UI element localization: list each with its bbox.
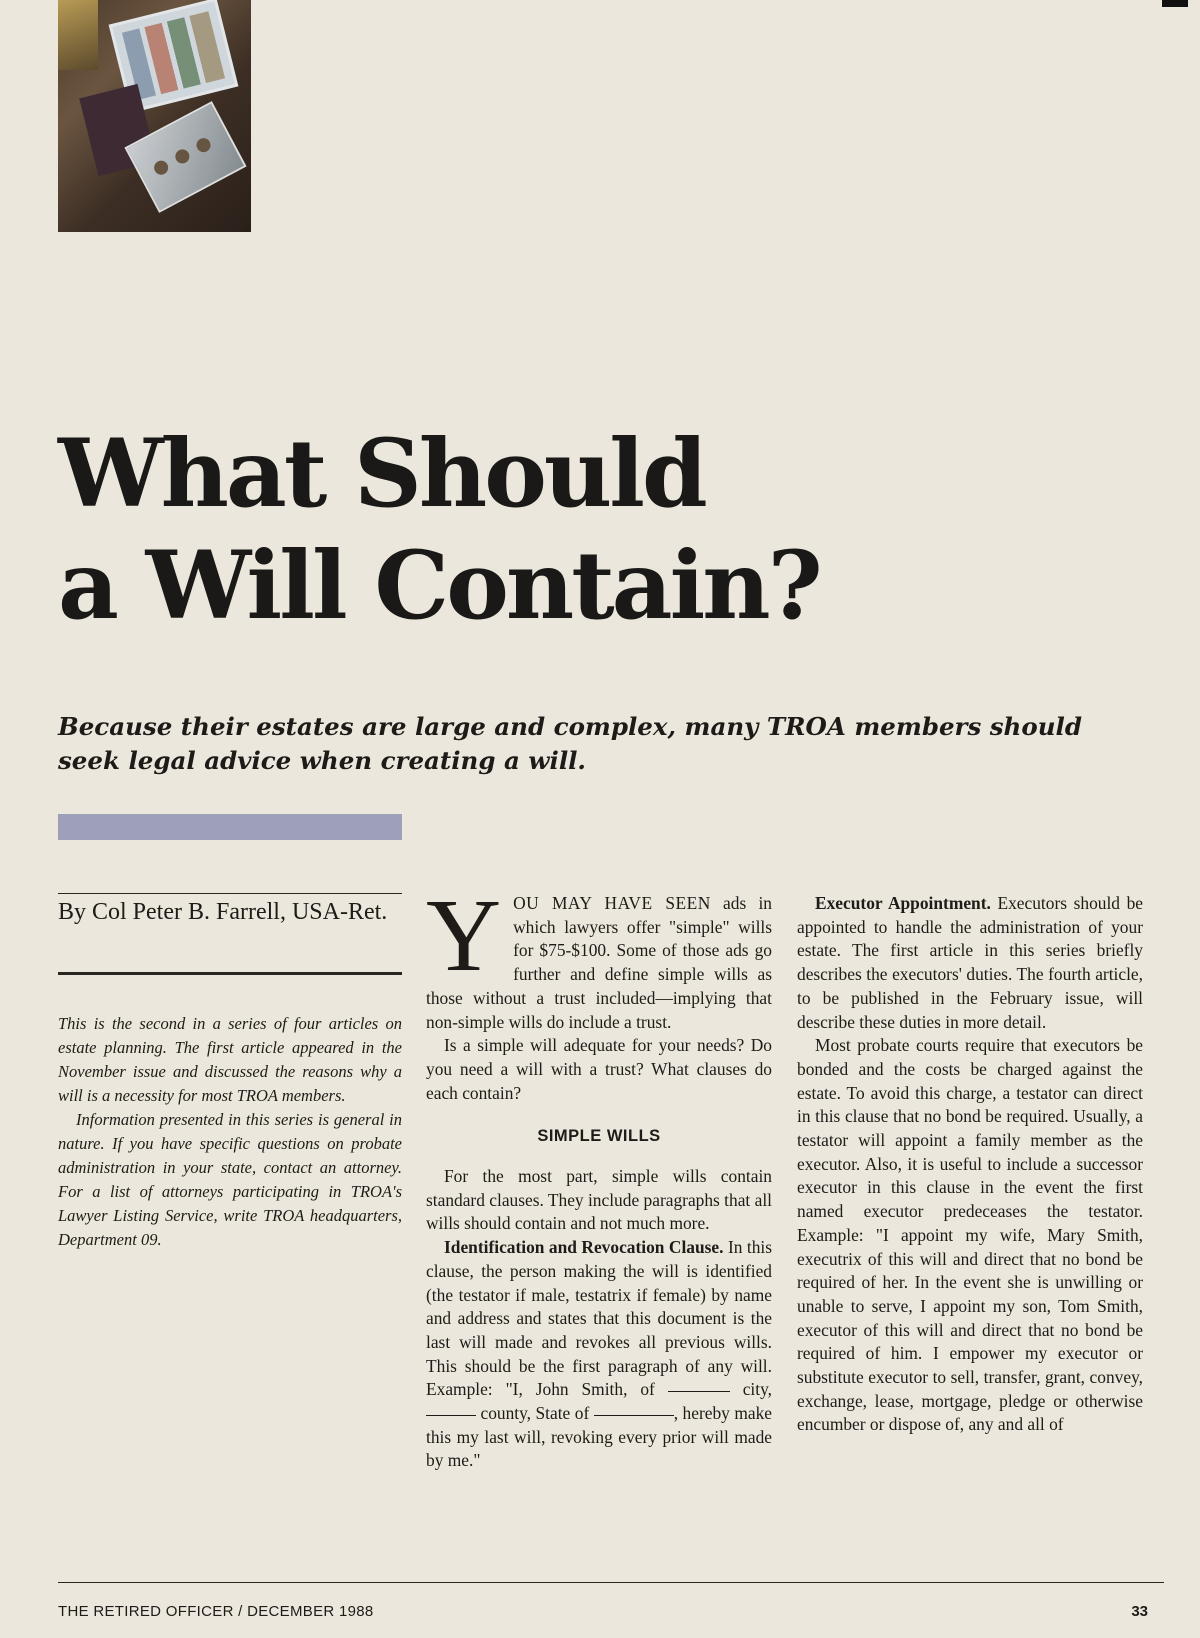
drop-cap: Y: [426, 878, 502, 993]
body-paragraph: For the most part, simple wills contain standard clauses. They include paragraphs that all wills should contain and not much more.: [426, 1166, 772, 1234]
lead-text: ads in which lawyers offer "simple" wills for $75-$100. Some of those ads go further and define simple wills as those without a trust included—implying that non-simple wills do include a trust.: [426, 893, 772, 1032]
paragraph-text: Executors should be appointed to handle the administration of your estate. The first article in this series briefly describes the executors' duties. The fourth article, to be published in the February issue, will describe these duties in more detail.: [797, 893, 1144, 1032]
byline: By Col Peter B. Farrell, USA-Ret.: [58, 899, 388, 925]
page-number: 33: [1131, 1603, 1148, 1620]
paragraph-text: county, State of: [476, 1403, 594, 1424]
footer-publication: THE RETIRED OFFICER / DECEMBER 1988: [58, 1603, 374, 1620]
body-column-2: [426, 878, 772, 1473]
title-line-1: What Should: [58, 419, 705, 529]
lead-caps: OU MAY HAVE SEEN: [513, 893, 711, 913]
body-column-3: [797, 892, 1143, 1437]
page-corner-mark: [1162, 0, 1188, 7]
fill-in-blank: [668, 1391, 730, 1392]
body-paragraph: Is a simple will adequate for your needs? Do you need a will with a trust? What clauses do each contain?: [426, 1035, 772, 1103]
section-heading: SIMPLE WILLS: [537, 1127, 661, 1146]
body-paragraph: Most probate courts require that executors be bonded and the costs be charged against the estate. To avoid this charge, a testator can direct in this clause that no bond be required. Usually, a testator will appoint a family member as the executor. Also, it is useful to include a successor executor in this clause in the event the first named executor predeceases the testator. Example: "I appoint my wife, Mary Smith, executrix of this will and direct that no bond be required of her. In the event she is unwilling or unable to serve, I appoint my son, Tom Smith, executor of this will and direct that no bond be required of him. I empower my executor or substitute executor to sell, transfer, grant, convey, exchange, lease, mortgage, pledge or otherwise encumber or dispose of, any and all of: [797, 1035, 1143, 1435]
lead-paragraph: [426, 878, 772, 1034]
series-note-sidebar: [58, 1012, 402, 1252]
byline-bottom-rule: [58, 972, 402, 975]
sidebar-paragraph: Information presented in this series is general in nature. If you have specific questions on probate administration in your state, contact an attorney. For a list of attorneys participating in TROA's Lawyer Listing Service, write TROA headquarters, Department 09.: [58, 1110, 402, 1249]
fill-in-blank: [426, 1415, 476, 1416]
accent-bar: [58, 814, 402, 840]
title-line-2: a Will Contain?: [58, 531, 820, 641]
sidebar-paragraph: This is the second in a series of four articles on estate planning. The first article appeared in the November issue and discussed the reasons why a will is a necessity for most TROA members.: [58, 1014, 402, 1105]
frame-corner: [58, 0, 98, 70]
stamps-and-coins-photo: [58, 0, 251, 232]
footer-rule: [58, 1582, 1164, 1583]
byline-top-rule: [58, 893, 402, 894]
paragraph-text: In this clause, the person making the will is identified (the testator if male, testatrix if female) by name and address and states that this document is the last will made and revokes all previous wills. This should be the first paragraph of any will. Example: "I, John Smith, of: [426, 1237, 772, 1400]
fill-in-blank: [594, 1415, 674, 1416]
article-subtitle: Because their estates are large and complex, many TROA members should seek legal advice when creating a will.: [58, 712, 1082, 775]
paragraph-text: , hereby make this my last will, revoking every prior will made by me.": [426, 1403, 772, 1471]
article-title: [58, 418, 1158, 642]
run-in-heading: Identification and Revocation Clause.: [444, 1237, 724, 1258]
body-paragraph: [797, 892, 1143, 1034]
run-in-heading: Executor Appointment.: [815, 893, 991, 913]
body-paragraph: [426, 1236, 772, 1473]
paragraph-text: city,: [729, 1379, 772, 1400]
